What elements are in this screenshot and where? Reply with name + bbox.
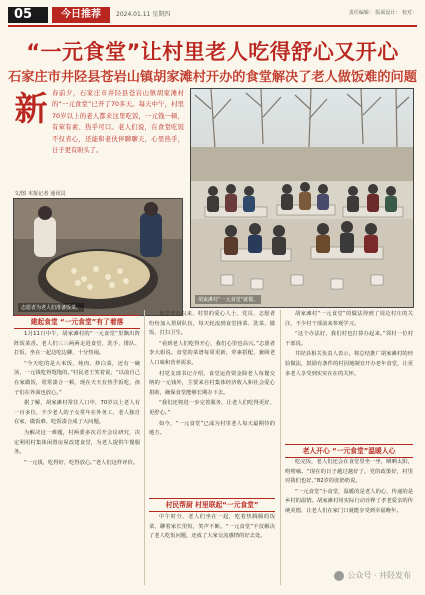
article-column-2 [149, 310, 275, 506]
article-column-3b [285, 458, 413, 582]
small-photo-caption: 志愿者为老人们准备饭菜。 [18, 303, 84, 312]
section-subtitle-1: 建起食堂 “一元食堂”有了着落 [14, 315, 140, 329]
paragraph: 食堂开办以来，村里的爱心人士、党员、志愿者纷纷加入帮厨队伍，每天轮流到食堂择菜、洗菜、做饭、打扫卫生。 [149, 311, 275, 337]
wechat-icon [334, 571, 344, 581]
paragraph: 胡家滩村“一元食堂”的做法得到了周边村庄的关注，不少村干部前来参观学习。 [285, 311, 413, 327]
issue-date: 2024.01.11 星期四 [116, 11, 171, 18]
lead-paragraph: 春前夕，石家庄市井陉县苍岩山镇胡家滩村的“一元食堂”已开了70多天。每天中午，村里70岁以上的老人都来这里吃饭，一元钱一顿，有荤有素、热乎可口。老人们说，在食堂吃饭不仅省心，还能和老伙伴聊聊天，心里热乎，日子更有盼头了。 [52, 90, 184, 155]
article-column-2b [149, 513, 275, 585]
column-divider [144, 310, 145, 585]
paragraph: “今天吃的是大米饭、炖肉、炒白菜，还有一碗汤，一元钱吃得饱饱的。”村民老王笑着说，“以前自己在家做饭，常常凑合一顿，现在天天有热乎饭吃，孩子们在外面也放心。” [14, 360, 140, 396]
paragraph: 1月11日中午，胡家滩村的“一元食堂”里飘出阵阵饭菜香。老人们三三两两走进食堂，洗手、排队、打饭，坐在一起边吃边聊，十分热闹。 [14, 331, 140, 357]
section-subtitle-2: 村民帮厨 村里联起“一元食堂” [149, 498, 275, 512]
paragraph: “我们还将进一步完善服务，让老人们吃得更好、更舒心。” [149, 400, 275, 416]
paragraph: “一元食堂”小食堂，温暖的是老人的心，传递的是乡村的温情。胡家滩村用实际行动诠释了孝老爱亲的传统美德，让老人们在家门口就能享受到幸福晚年。 [285, 488, 413, 514]
page-number: 05 [8, 7, 48, 23]
paragraph: “这个办法好，我们村也打算办起来。”邻村一位村干部说。 [285, 331, 413, 347]
paragraph: 中午时分，老人们坐在一起，吃着热腾腾的饭菜，聊着家长里短，笑声不断。“一元食堂”不仅解决了老人吃饭问题，还成了大家交流感情的好去处。 [149, 514, 275, 540]
dining-hall-illustration [191, 89, 413, 307]
paragraph: “一元钱，吃得好，吃得放心。”老人们这样评价。 [24, 459, 139, 466]
editor-credits: 责任编辑： 版面设计： 校对： [348, 10, 417, 16]
header-rule [8, 25, 417, 27]
drop-cap: 新 [14, 89, 48, 128]
column-divider [280, 310, 281, 585]
watermark-text: 公众号 · 井陉发布 [347, 571, 411, 580]
paragraph: 吃完饭，老人们还会在食堂里坐一坐，晒晒太阳，唠唠嗑。“现在的日子越过越好了，党的政策好，村里对我们也好。”82岁的张奶奶说。 [285, 459, 413, 485]
headline: “一元食堂”让村里老人吃得舒心又开心 [26, 40, 399, 64]
paragraph: 为解决这一难题，村两委多次召开会议研究，决定利用村集体闲置房屋改建食堂，为老人提供午餐服务。 [14, 429, 140, 456]
paragraph: 村党支部书记介绍，食堂运营资金除老人每餐交纳的一元钱外，主要来自村集体经济收入和社会爱心捐助，确保食堂能够长期办下去。 [149, 370, 275, 396]
paragraph: 据了解，胡家滩村常住人口中，70岁以上老人有一百多位，不少老人的子女常年在外务工，老人独自在家，做饭难、吃饭凑合成了大问题。 [14, 400, 140, 426]
section-label: 今日推荐 [52, 7, 110, 23]
article-column-1 [14, 330, 140, 584]
dining-hall-photo [190, 88, 414, 308]
paragraph: 如今，“一元食堂”已成为村里老人每天最期待的地方。 [149, 420, 275, 437]
cooking-photo [13, 198, 183, 316]
section-subtitle-3: 老人开心 “一元食堂”温暖人心 [285, 444, 413, 458]
subheadline: 石家庄市井陉县苍岩山镇胡家滩村开办的食堂解决了老人做饭难的问题 [8, 70, 417, 85]
article-column-3 [285, 310, 413, 440]
main-photo-caption: 胡家滩村“一元食堂”就餐。 [195, 295, 261, 304]
byline: 文/图 本报记者 通讯员 [14, 191, 66, 197]
cooking-illustration [14, 199, 182, 315]
wechat-watermark [334, 570, 411, 581]
page-header [0, 0, 425, 26]
paragraph: 井陉县相关负责人表示，将总结推广胡家滩村的经验做法，鼓励有条件的村因地制宜开办老年食堂，让更多老人享受到实实在在的关怀。 [285, 351, 413, 377]
paragraph: “看到老人们吃得开心，我们心里也高兴。”志愿者李大姐说。食堂的菜谱每周更新，荤素搭配，兼顾老人口味和营养需求。 [149, 340, 275, 366]
